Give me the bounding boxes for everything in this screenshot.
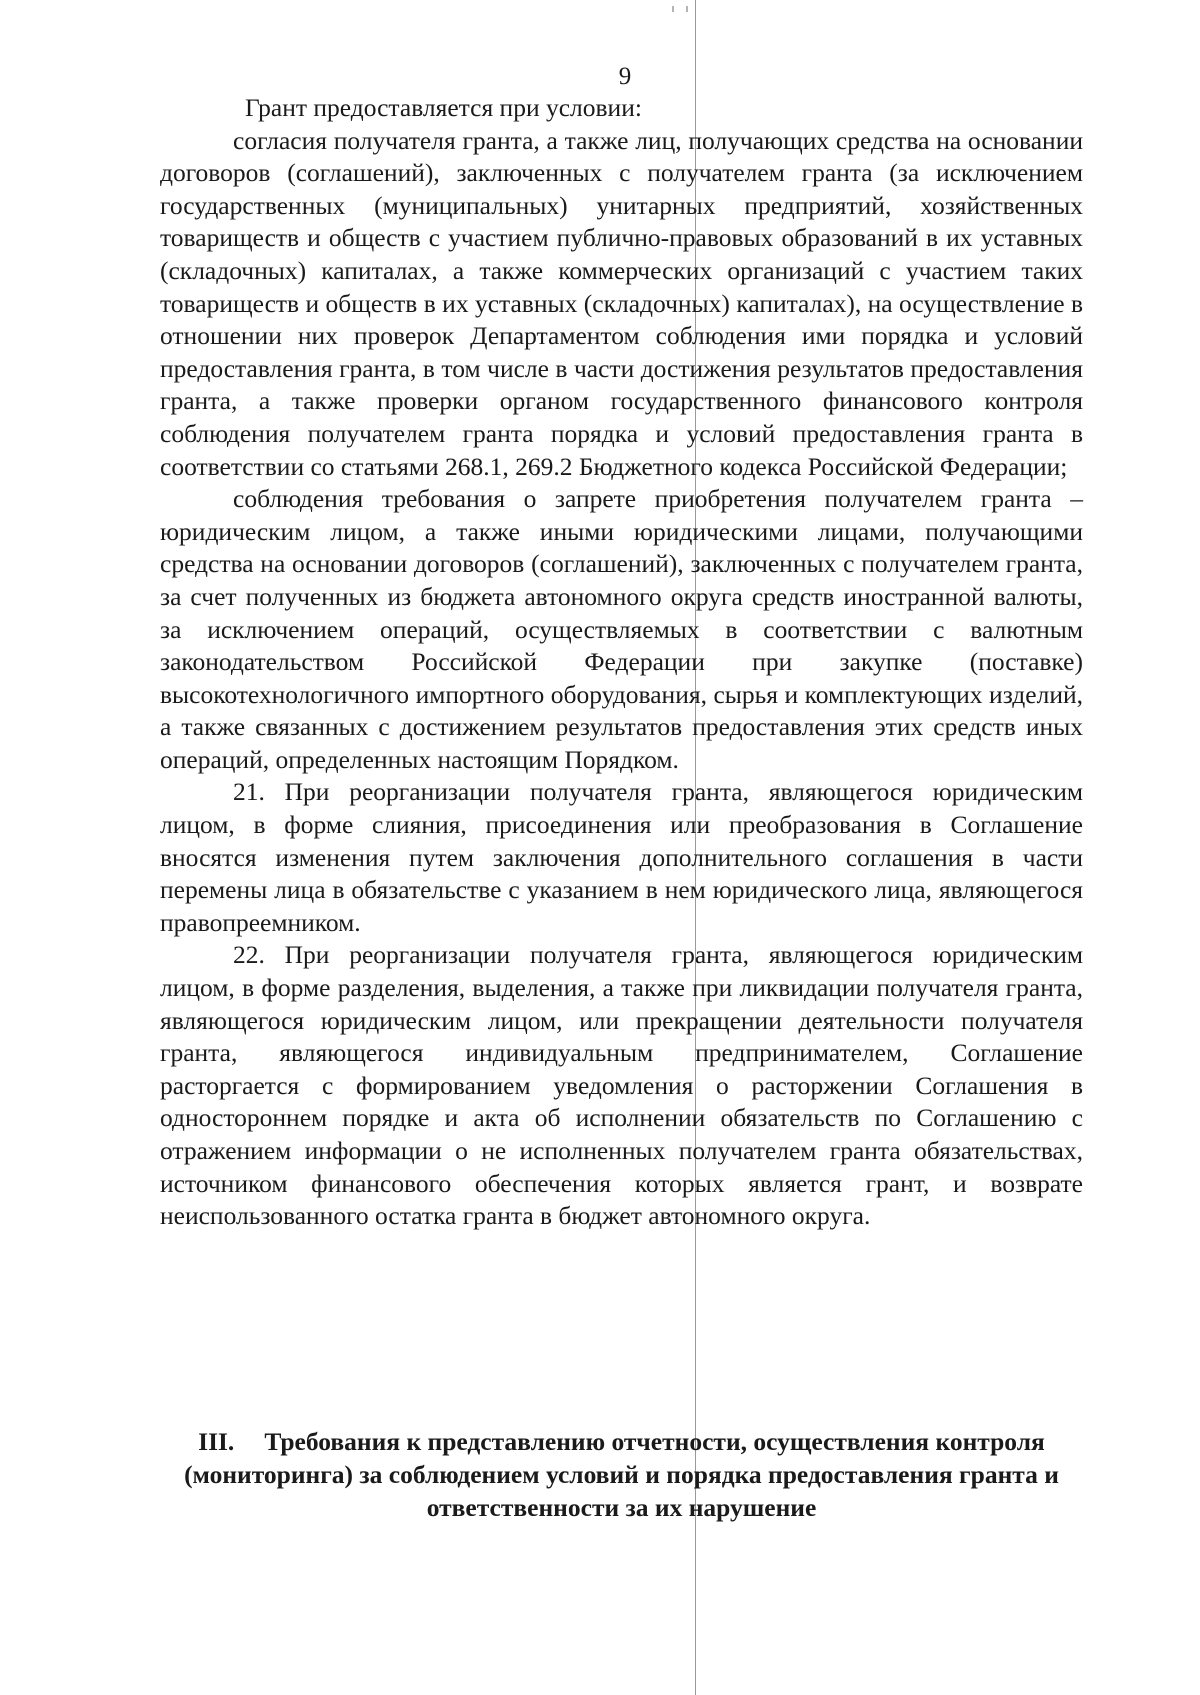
body-text xyxy=(160,92,1083,1233)
section-title: Требования к представлению отчетности, осуществления контроля (мониторинга) за соблюдением условий и порядка предоставления гранта и ответственности за их нарушение xyxy=(184,1427,1059,1522)
paragraph-currency-condition: соблюдения требования о запрете приобретения получателем гранта – юридическим лицом, а также иными юридическими лицами, получающими средства на основании договоров (соглашений), заключенных с получателем гранта, за счет полученных из бюджета автономного округа средств иностранной валюты, за исключением операций, осуществляемых в соответствии с валютным законодательством Российской Федерации при закупке (поставке) высокотехнологичного импортного оборудования, сырья и комплектующих изделий, а также связанных с достижением результатов предоставления этих средств иных операций, определенных настоящим Порядком. xyxy=(160,484,1083,774)
paragraph-clause-21: 21. При реорганизации получателя гранта, являющегося юридическим лицом, в форме слияния, присоединения или преобразования в Соглашение вносятся изменения путем заключения дополнительного соглашения в части перемены лица в обязательстве с указанием в нем юридического лица, являющегося правопреемником. xyxy=(160,777,1083,937)
paragraph-consent-condition: согласия получателя гранта, а также лиц, получающих средства на основании договоров (соглашений), заключенных с получателем гранта (за исключением государственных (муниципальных) унитарных предприятий, хозяйственных товариществ и обществ с участием публично-правовых образований в их уставных (складочных) капиталах, а также коммерческих организаций с участием таких товариществ и обществ в их уставных (складочных) капиталах), на осуществление в отношении них проверок Департаментом соблюдения ими порядка и условий предоставления гранта, в том числе в части достижения результатов предоставления гранта, а также проверки органом государственного финансового контроля соблюдения получателем гранта порядка и условий предоставления гранта в соответствии со статьями 268.1, 269.2 Бюджетного кодекса Российской Федерации; xyxy=(160,125,1083,481)
scan-artifact xyxy=(686,6,688,12)
page-number: 9 xyxy=(618,63,632,90)
section-heading xyxy=(160,1425,1083,1524)
scan-artifact xyxy=(672,6,674,12)
paragraph-intro: Грант предоставляется при условии: xyxy=(245,93,642,122)
section-number: III. xyxy=(198,1427,235,1456)
paragraph-clause-22: 22. При реорганизации получателя гранта, являющегося юридическим лицом, в форме разделения, выделения, а также при ликвидации получателя гранта, являющегося юридическим лицом, или прекращении деятельности получателя гранта, являющегося индивидуальным предпринимателем, Соглашение расторгается с формированием уведомления о расторжении Соглашения в одностороннем порядке и акта об исполнении обязательств по Соглашению с отражением информации о не исполненных получателем гранта обязательствах, источником финансового обеспечения которых является грант, и возврате неиспользованного остатка гранта в бюджет автономного округа. xyxy=(160,940,1083,1231)
